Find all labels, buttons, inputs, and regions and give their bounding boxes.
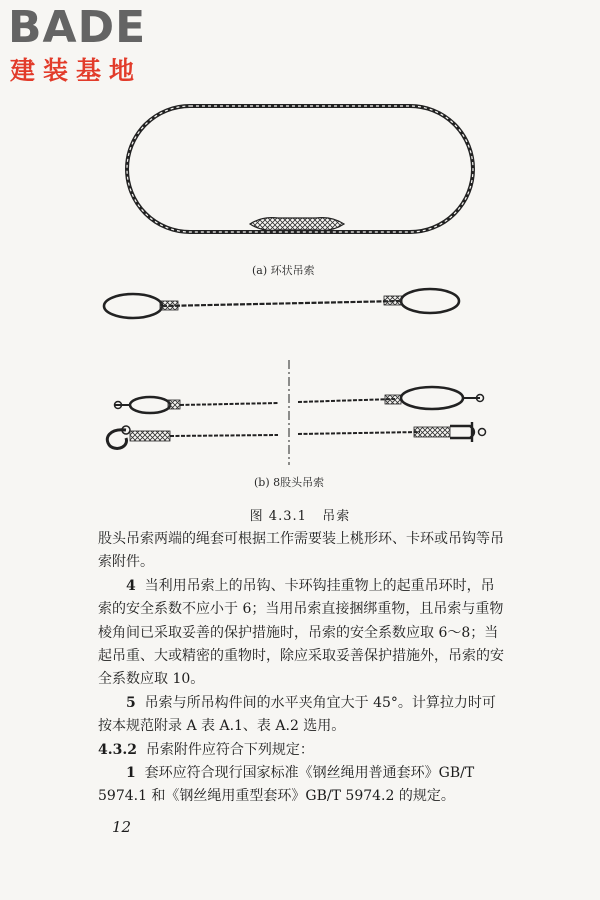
caption-number: 图 4.3.1 [249,509,307,524]
paragraph-1: 股头吊索两端的绳套可根据工作需要装上桃形环、卡环或吊钩等吊索附件。 [98,531,504,571]
clause-4-3-2 [98,739,508,762]
paragraph-text: 当利用吊索上的吊钩、卡环钩挂重物上的起重吊环时，吊索的安全系数不应小于 6；当用吊索直接捆绑重物，且吊索与重物棱角间已采取妥善的保护措施时，吊索的安全系数应取 6～8；当起吊重、大或精密的重物时，除应采取妥善保护措施外，吊索的安全系数应取 10。 [98,577,504,688]
splice-sleeve [250,218,344,231]
page-number: 12 [112,818,132,836]
left-eye-sling [114,397,278,413]
right-shackle-sling [298,422,486,442]
clause-item-1 [98,762,508,809]
endless-sling [127,106,473,232]
double-eye-sling [104,289,459,318]
logo-subtitle: 建装基地 [10,56,143,85]
figure-a-label: (a) 环状吊索 [252,264,315,277]
logo-brand: BADE [8,2,147,53]
left-hook-sling [107,426,278,448]
clause-text: 吊索附件应符合下列规定： [145,741,314,758]
figure-b-label: (b) 8股头吊索 [254,476,325,489]
item-text: 套环应符合现行国家标准《钢丝绳用普通套环》GB/T 5974.1 和《钢丝绳用重型套环》GB/T 5974.2 的规定。 [98,765,475,805]
paragraph-4 [98,575,508,692]
item-number: 4 [126,577,136,594]
body-text [98,528,508,809]
caption-title: 吊索 [322,509,351,524]
figure-caption [0,505,600,524]
paragraph-text: 吊索与所吊构件间的水平夹角宜大于 45°。计算拉力时可按本规范附录 A 表 A.1、表 A.2 选用。 [98,694,496,735]
paragraph-5 [98,692,508,739]
item-number: 5 [126,694,136,711]
clause-number: 4.3.2 [98,741,137,758]
right-eye-sling [298,387,484,409]
item-number: 1 [126,765,136,782]
